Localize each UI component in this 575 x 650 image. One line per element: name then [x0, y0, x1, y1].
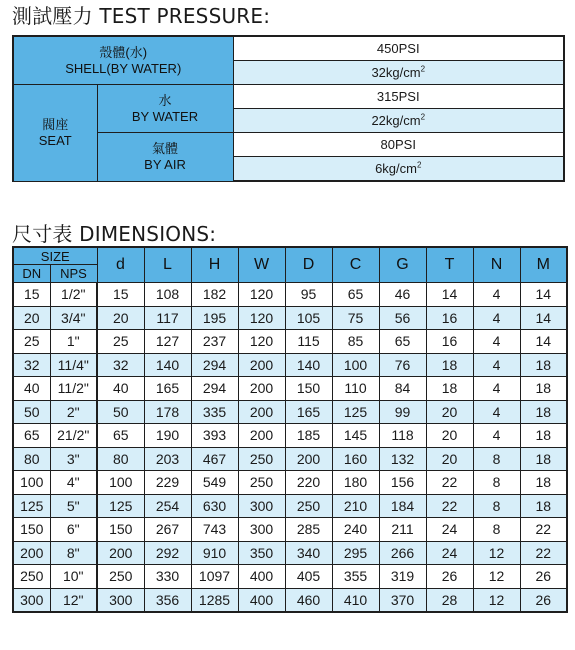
cell-dn: 50: [13, 400, 50, 424]
cell-t: 16: [426, 306, 473, 330]
cell-nps: 12": [50, 588, 97, 612]
cell-dn: 25: [13, 330, 50, 354]
table-row: [13, 494, 567, 518]
cell-c: 145: [332, 424, 379, 448]
test-pressure-title: 測試壓力 TEST PRESSURE:: [12, 4, 271, 28]
cell-n: 4: [473, 400, 520, 424]
cell-m: 22: [520, 541, 567, 565]
cell-m: 14: [520, 330, 567, 354]
cell-n: 4: [473, 353, 520, 377]
cell-t: 18: [426, 353, 473, 377]
table-row: [13, 377, 567, 401]
cell-d: 185: [285, 424, 332, 448]
cell-nps: 3/4": [50, 306, 97, 330]
cell-h: 182: [191, 283, 238, 307]
col-header-H: H: [191, 247, 238, 283]
cell-l: 267: [144, 518, 191, 542]
cell-n: 8: [473, 447, 520, 471]
cell-c: 65: [332, 283, 379, 307]
cell-g: 118: [379, 424, 426, 448]
table-row: [13, 588, 567, 612]
table-row: [13, 283, 567, 307]
shell-label-zh: 殼體(水): [99, 44, 148, 60]
cell-d: 150: [97, 518, 144, 542]
cell-c: 160: [332, 447, 379, 471]
cell-n: 8: [473, 494, 520, 518]
cell-g: 184: [379, 494, 426, 518]
cell-n: 4: [473, 424, 520, 448]
cell-nps: 8": [50, 541, 97, 565]
cell-d: 460: [285, 588, 332, 612]
col-header-d: d: [97, 247, 144, 283]
cell-dn: 20: [13, 306, 50, 330]
cell-h: 237: [191, 330, 238, 354]
test-pressure-table: [12, 35, 565, 182]
cell-c: 210: [332, 494, 379, 518]
cell-h: 743: [191, 518, 238, 542]
cell-n: 12: [473, 541, 520, 565]
cell-l: 178: [144, 400, 191, 424]
col-header-T: T: [426, 247, 473, 283]
cell-nps: 21/2": [50, 424, 97, 448]
cell-t: 24: [426, 518, 473, 542]
cell-g: 370: [379, 588, 426, 612]
cell-nps: 2": [50, 400, 97, 424]
cell-dn: 32: [13, 353, 50, 377]
cell-d: 200: [97, 541, 144, 565]
table-row: [13, 471, 567, 495]
cell-g: 56: [379, 306, 426, 330]
cell-nps: 11/2": [50, 377, 97, 401]
cell-d: 115: [285, 330, 332, 354]
cell-w: 200: [238, 424, 285, 448]
shell-label-en: SHELL(BY WATER): [65, 60, 182, 76]
table-row: [13, 400, 567, 424]
table-row: [13, 518, 567, 542]
cell-h: 294: [191, 377, 238, 401]
cell-d: 340: [285, 541, 332, 565]
cell-g: 266: [379, 541, 426, 565]
cell-c: 110: [332, 377, 379, 401]
cell-n: 8: [473, 518, 520, 542]
seat-water-label-cell: [97, 85, 233, 133]
cell-t: 16: [426, 330, 473, 354]
cell-l: 190: [144, 424, 191, 448]
col-header-DN: DN: [13, 265, 50, 283]
cell-h: 195: [191, 306, 238, 330]
cell-t: 26: [426, 565, 473, 589]
cell-dn: 15: [13, 283, 50, 307]
cell-n: 4: [473, 330, 520, 354]
cell-w: 250: [238, 471, 285, 495]
cell-m: 18: [520, 400, 567, 424]
cell-l: 356: [144, 588, 191, 612]
cell-w: 120: [238, 330, 285, 354]
cell-h: 630: [191, 494, 238, 518]
table-row: [13, 330, 567, 354]
cell-n: 12: [473, 588, 520, 612]
cell-l: 292: [144, 541, 191, 565]
col-header-C: C: [332, 247, 379, 283]
cell-nps: 6": [50, 518, 97, 542]
col-header-W: W: [238, 247, 285, 283]
cell-t: 20: [426, 447, 473, 471]
seat-air-label-zh: 氣體: [151, 140, 178, 156]
cell-c: 295: [332, 541, 379, 565]
cell-dn: 125: [13, 494, 50, 518]
cell-m: 18: [520, 494, 567, 518]
cell-g: 319: [379, 565, 426, 589]
cell-t: 22: [426, 494, 473, 518]
cell-l: 330: [144, 565, 191, 589]
cell-c: 85: [332, 330, 379, 354]
cell-w: 350: [238, 541, 285, 565]
table-row: [13, 424, 567, 448]
cell-m: 14: [520, 306, 567, 330]
dimensions-table: [12, 246, 568, 613]
cell-l: 117: [144, 306, 191, 330]
cell-dn: 65: [13, 424, 50, 448]
seat-air-label-en: BY AIR: [144, 156, 186, 172]
cell-c: 180: [332, 471, 379, 495]
cell-d: 65: [97, 424, 144, 448]
cell-h: 393: [191, 424, 238, 448]
cell-d: 220: [285, 471, 332, 495]
cell-w: 300: [238, 518, 285, 542]
cell-l: 108: [144, 283, 191, 307]
cell-d: 250: [285, 494, 332, 518]
cell-g: 76: [379, 353, 426, 377]
cell-nps: 11/4": [50, 353, 97, 377]
table-row: [13, 306, 567, 330]
dimensions-title: 尺寸表 DIMENSIONS:: [12, 222, 217, 246]
cell-g: 156: [379, 471, 426, 495]
seat-air-kg-cell: [233, 157, 564, 182]
dimensions-body: [13, 283, 567, 613]
cell-t: 18: [426, 377, 473, 401]
cell-d: 250: [97, 565, 144, 589]
table-row: [13, 447, 567, 471]
cell-d: 165: [285, 400, 332, 424]
seat-water-kg-value: 22kg/cm: [371, 112, 421, 128]
shell-kg-sup: 2: [420, 64, 426, 74]
cell-m: 18: [520, 377, 567, 401]
cell-g: 99: [379, 400, 426, 424]
cell-w: 200: [238, 377, 285, 401]
cell-d: 285: [285, 518, 332, 542]
shell-psi-cell: 450PSI: [233, 36, 564, 61]
cell-n: 8: [473, 471, 520, 495]
seat-air-kg-sup: 2: [416, 160, 422, 170]
cell-g: 65: [379, 330, 426, 354]
cell-m: 22: [520, 518, 567, 542]
col-header-N: N: [473, 247, 520, 283]
cell-h: 1285: [191, 588, 238, 612]
cell-d: 15: [97, 283, 144, 307]
table-row: [13, 565, 567, 589]
cell-t: 14: [426, 283, 473, 307]
cell-m: 14: [520, 283, 567, 307]
cell-l: 165: [144, 377, 191, 401]
shell-kg-cell: [233, 61, 564, 85]
cell-dn: 250: [13, 565, 50, 589]
cell-nps: 3": [50, 447, 97, 471]
cell-n: 12: [473, 565, 520, 589]
cell-t: 20: [426, 424, 473, 448]
cell-m: 18: [520, 447, 567, 471]
cell-n: 4: [473, 283, 520, 307]
cell-l: 203: [144, 447, 191, 471]
cell-w: 120: [238, 283, 285, 307]
cell-d: 140: [285, 353, 332, 377]
cell-c: 410: [332, 588, 379, 612]
cell-m: 26: [520, 588, 567, 612]
cell-d: 200: [285, 447, 332, 471]
cell-d: 125: [97, 494, 144, 518]
cell-dn: 80: [13, 447, 50, 471]
cell-l: 127: [144, 330, 191, 354]
cell-d: 100: [97, 471, 144, 495]
cell-g: 46: [379, 283, 426, 307]
cell-nps: 10": [50, 565, 97, 589]
cell-c: 100: [332, 353, 379, 377]
cell-c: 355: [332, 565, 379, 589]
cell-dn: 300: [13, 588, 50, 612]
cell-nps: 4": [50, 471, 97, 495]
cell-d: 105: [285, 306, 332, 330]
seat-air-kg-value: 6kg/cm: [375, 160, 417, 176]
cell-d: 25: [97, 330, 144, 354]
cell-w: 200: [238, 353, 285, 377]
cell-d: 300: [97, 588, 144, 612]
cell-h: 294: [191, 353, 238, 377]
cell-h: 335: [191, 400, 238, 424]
shell-label-cell: [13, 36, 233, 85]
cell-n: 4: [473, 306, 520, 330]
cell-w: 300: [238, 494, 285, 518]
col-header-NPS: NPS: [50, 265, 97, 283]
cell-w: 400: [238, 588, 285, 612]
cell-m: 18: [520, 471, 567, 495]
seat-water-label-en: BY WATER: [131, 108, 199, 124]
cell-n: 4: [473, 377, 520, 401]
cell-d: 32: [97, 353, 144, 377]
cell-w: 200: [238, 400, 285, 424]
cell-h: 1097: [191, 565, 238, 589]
cell-d: 20: [97, 306, 144, 330]
shell-kg-value: 32kg/cm: [371, 64, 421, 80]
cell-l: 140: [144, 353, 191, 377]
cell-dn: 40: [13, 377, 50, 401]
cell-t: 20: [426, 400, 473, 424]
cell-h: 467: [191, 447, 238, 471]
cell-c: 75: [332, 306, 379, 330]
cell-t: 22: [426, 471, 473, 495]
cell-w: 250: [238, 447, 285, 471]
cell-d: 40: [97, 377, 144, 401]
seat-label-zh: 閥座: [42, 116, 69, 132]
col-header-G: G: [379, 247, 426, 283]
cell-d: 50: [97, 400, 144, 424]
cell-g: 211: [379, 518, 426, 542]
seat-water-kg-sup: 2: [420, 112, 426, 122]
table-row: [13, 541, 567, 565]
cell-dn: 100: [13, 471, 50, 495]
cell-g: 132: [379, 447, 426, 471]
cell-g: 84: [379, 377, 426, 401]
cell-l: 229: [144, 471, 191, 495]
cell-nps: 1/2": [50, 283, 97, 307]
cell-d: 150: [285, 377, 332, 401]
cell-h: 549: [191, 471, 238, 495]
seat-water-label-zh: 水: [158, 92, 172, 108]
seat-air-psi-cell: 80PSI: [233, 133, 564, 157]
cell-m: 18: [520, 424, 567, 448]
cell-c: 240: [332, 518, 379, 542]
cell-w: 400: [238, 565, 285, 589]
cell-d: 405: [285, 565, 332, 589]
cell-h: 910: [191, 541, 238, 565]
seat-water-kg-cell: [233, 109, 564, 133]
cell-w: 120: [238, 306, 285, 330]
cell-dn: 200: [13, 541, 50, 565]
cell-nps: 5": [50, 494, 97, 518]
cell-dn: 150: [13, 518, 50, 542]
col-header-D: D: [285, 247, 332, 283]
cell-m: 18: [520, 353, 567, 377]
seat-label-en: SEAT: [38, 132, 72, 148]
seat-air-label-cell: [97, 133, 233, 182]
cell-m: 26: [520, 565, 567, 589]
cell-c: 125: [332, 400, 379, 424]
cell-t: 24: [426, 541, 473, 565]
cell-nps: 1": [50, 330, 97, 354]
size-header: SIZE: [13, 247, 97, 265]
cell-d: 80: [97, 447, 144, 471]
table-row: [13, 353, 567, 377]
col-header-L: L: [144, 247, 191, 283]
col-header-M: M: [520, 247, 567, 283]
seat-label-cell: [13, 85, 97, 182]
cell-t: 28: [426, 588, 473, 612]
cell-l: 254: [144, 494, 191, 518]
seat-water-psi-cell: 315PSI: [233, 85, 564, 109]
cell-d: 95: [285, 283, 332, 307]
